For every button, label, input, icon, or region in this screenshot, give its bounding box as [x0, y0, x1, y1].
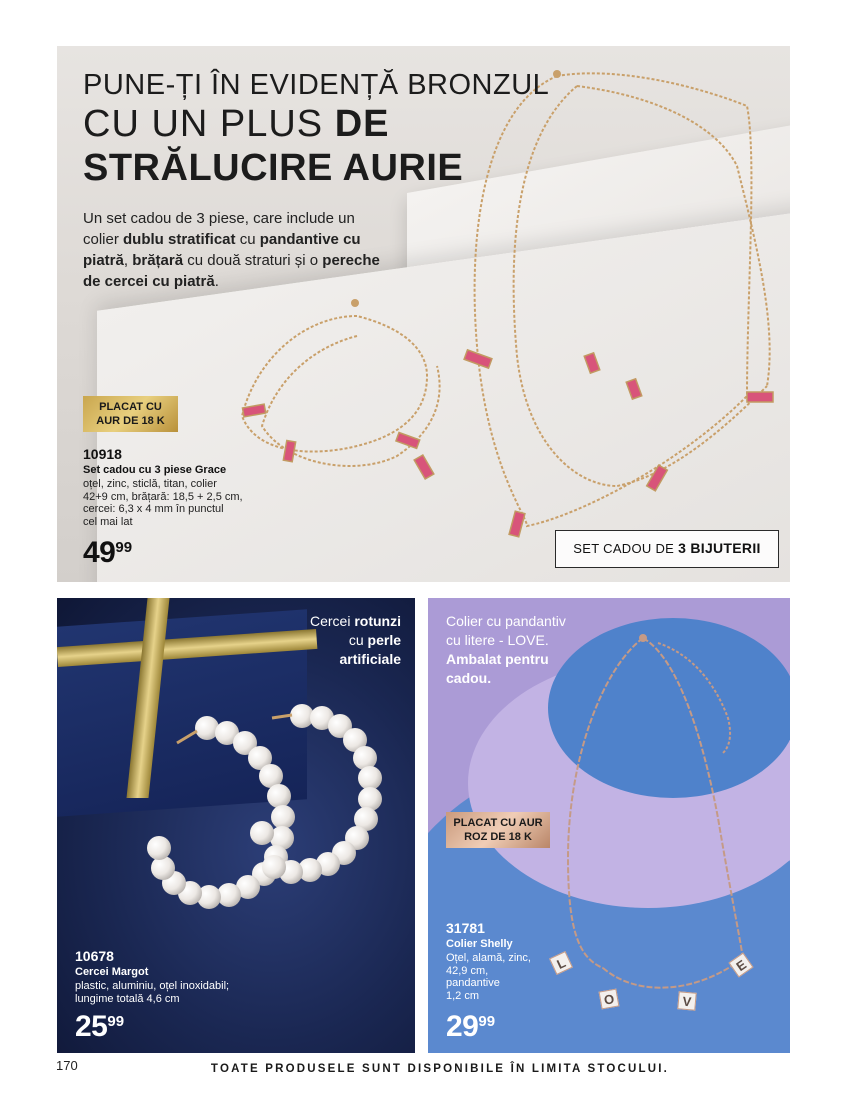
price-decimal: 99 [107, 1013, 125, 1030]
earrings-panel [57, 598, 415, 1053]
set-box-regular: SET CADOU DE [573, 541, 679, 556]
necklace-caption [446, 612, 596, 688]
product-price [83, 538, 132, 568]
badge-line: PLACAT CU [99, 401, 162, 413]
desc-text: . [214, 273, 219, 290]
caption-line: Colier cu pandantiv [446, 613, 566, 629]
price-integer: 49 [83, 536, 116, 569]
caption-line: cu litere - LOVE. [446, 632, 549, 648]
product-description [75, 980, 229, 1005]
price-decimal: 99 [478, 1013, 496, 1030]
caption-line [261, 612, 401, 631]
desc-line: cel mai lat [83, 515, 133, 528]
hero-description [83, 208, 383, 292]
desc-text: cu două straturi și o [183, 252, 323, 269]
earrings-caption [261, 612, 401, 669]
hero-title [83, 68, 583, 190]
product-description [83, 478, 243, 528]
hero-title-line3: STRĂLUCIRE AURIE [83, 147, 464, 189]
set-box-bold: 3 BIJUTERII [678, 540, 761, 556]
product-name: Set cadou cu 3 piese Grace [83, 464, 227, 476]
desc-line: plastic, aluminiu, oțel inoxidabil; [75, 980, 230, 992]
desc-line: lungime totală 4,6 cm [75, 992, 180, 1005]
caption-bold: perle [367, 632, 401, 648]
product-code: 10918 [83, 446, 122, 462]
badge-line: AUR DE 18 K [96, 415, 165, 427]
caption-line [446, 669, 596, 688]
price-integer: 29 [446, 1010, 479, 1043]
desc-bold: brățară [132, 252, 184, 269]
desc-line: 42,9 cm, [446, 964, 489, 977]
desc-text: Un set cadou de 3 piese, care include un colier [83, 210, 355, 248]
badge-line: PLACAT CU AUR [453, 817, 543, 829]
gift-set-label [555, 530, 779, 568]
price-decimal: 99 [115, 539, 133, 556]
product-price [446, 1012, 495, 1042]
hero-title-line1: PUNE-ȚI ÎN EVIDENȚĂ BRONZUL [83, 69, 550, 101]
desc-text: cu [235, 231, 260, 248]
desc-line: Oțel, alamă, zinc, [446, 952, 531, 964]
hero-title-line2-regular: CU UN PLUS [83, 103, 335, 145]
hero-section [57, 46, 790, 582]
pendant-letter: E [728, 952, 753, 977]
product-price [75, 1012, 124, 1042]
gold-plated-badge [83, 396, 178, 432]
stock-disclaimer: TOATE PRODUSELE SUNT DISPONIBILE ÎN LIMITA STOCULUI. [210, 1063, 670, 1075]
price-integer: 25 [75, 1010, 108, 1043]
desc-text: , [123, 252, 133, 269]
caption-text: Cercei [309, 613, 355, 629]
necklace-panel [428, 598, 790, 1053]
caption-bold: cadou. [446, 670, 492, 686]
pendant-letter: V [677, 991, 697, 1011]
page-number: 170 [56, 1058, 78, 1073]
pendant-letter: O [599, 989, 620, 1010]
pendant-letter: L [549, 951, 573, 975]
product-code: 31781 [446, 920, 485, 936]
product-name: Cercei Margot [75, 966, 149, 978]
caption-line [261, 631, 401, 650]
caption-text: cu [348, 632, 368, 648]
desc-bold: pandantive cu piatră [83, 231, 361, 269]
desc-line: cercei: 6,3 x 4 mm în punctul [83, 503, 224, 515]
caption-bold: rotunzi [354, 613, 401, 629]
product-description [446, 952, 531, 1002]
caption-line [446, 650, 596, 669]
desc-line: 1,2 cm [446, 989, 480, 1002]
caption-bold: artificiale [339, 651, 401, 667]
desc-line: 42+9 cm, brățară: 18,5 + 2,5 cm, [83, 490, 243, 503]
product-code: 10678 [75, 948, 114, 964]
desc-bold: dublu stratificat [123, 231, 236, 248]
desc-line: pandantive [446, 977, 500, 989]
caption-bold: Ambalat pentru [446, 651, 549, 667]
desc-bold: pereche de cercei cu piatră [83, 252, 380, 290]
hero-title-line2-bold: DE [334, 103, 390, 145]
hero-title-line2 [83, 102, 583, 146]
product-name: Colier Shelly [446, 938, 513, 950]
caption-line [261, 650, 401, 669]
rose-gold-plated-badge [446, 812, 550, 848]
desc-line: oțel, zinc, sticlă, titan, colier [83, 478, 217, 490]
badge-line: ROZ DE 18 K [464, 831, 532, 843]
